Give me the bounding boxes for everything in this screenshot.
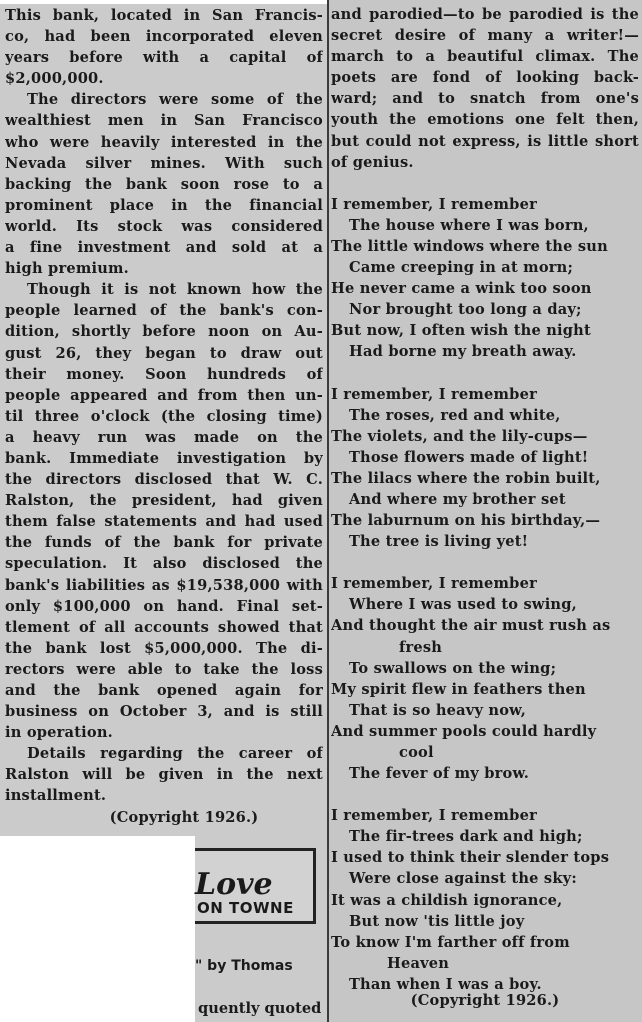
text-line: bank's liabilities as $19,538,000 with <box>5 576 323 594</box>
poem-line: I remember, I remember <box>331 385 537 403</box>
text-line: installment. <box>5 787 107 805</box>
poem-line: Nor brought too long a day; <box>349 301 582 319</box>
text-line: only $100,000 on hand. Final set- <box>5 597 323 615</box>
text-line: people learned of the bank's con- <box>5 302 323 320</box>
poem-line: I used to think their slender tops <box>331 849 610 867</box>
text-line: a fine investment and sold at a <box>5 239 323 257</box>
text-line: tlement of all accounts showed that <box>5 618 323 636</box>
text-line: til three o'clock (the closing time) <box>5 407 323 425</box>
poem-line: He never came a wink too soon <box>331 280 592 298</box>
poem-line: fresh <box>399 638 443 656</box>
poem-line: The fever of my brow. <box>349 765 530 783</box>
poem-line: The laburnum on his birthday,— <box>331 512 601 530</box>
copyright-notice: (Copyright 1926.) <box>410 992 560 1010</box>
advert-title: Love <box>195 867 273 902</box>
text-line: dition, shortly before noon on Au- <box>5 323 323 341</box>
right-column <box>331 4 639 1011</box>
text-line: $2,000,000. <box>5 70 104 88</box>
text-line: and the bank opened again for <box>5 682 323 699</box>
text-line: and parodied—to be parodied is the <box>331 6 639 23</box>
advert-byline: " by Thomas <box>195 958 293 974</box>
text-line: Ralston will be given in the next <box>5 766 323 784</box>
text-line: wealthiest men in San Francisco <box>5 112 323 130</box>
poem-line: cool <box>399 744 434 761</box>
poem-line: The roses, red and white, <box>349 406 561 424</box>
text-line: Details regarding the career of <box>27 745 323 763</box>
poem-line: The fir-trees dark and high; <box>349 828 583 846</box>
text-line: them false statements and had used <box>5 513 323 531</box>
text-line: their money. Soon hundreds of <box>5 365 323 383</box>
scan-edge <box>0 0 328 4</box>
text-line: high premium. <box>5 260 129 278</box>
text-line: the directors disclosed that W. C. <box>5 471 323 489</box>
text-line: This bank, located in San Francis- <box>5 7 323 24</box>
text-line: ward; and to snatch from one's <box>331 90 639 108</box>
poem-line: The tree is living yet! <box>349 533 529 551</box>
text-line: rectors were able to take the loss <box>5 660 323 678</box>
text-line: Ralston, the president, had given <box>5 492 323 510</box>
poem-line: And where my brother set <box>349 490 566 508</box>
poem-line: Heaven <box>387 954 450 972</box>
left-column <box>5 5 323 828</box>
poem-line: I remember, I remember <box>331 807 537 825</box>
text-line: people appeared and from then un- <box>5 386 323 404</box>
text-line: gust 26, they began to draw out <box>5 344 323 362</box>
advert-subtitle: ON TOWNE <box>197 899 294 917</box>
text-line: world. Its stock was considered <box>5 217 323 235</box>
text-line: speculation. It also disclosed the <box>5 555 323 573</box>
poem-line: Were close against the sky: <box>349 870 577 888</box>
poem-line: Those flowers made of light! <box>349 448 589 466</box>
text-line: in operation. <box>5 724 113 742</box>
poem-line: It was a childish ignorance, <box>331 891 563 909</box>
text-line: business on October 3, and is still <box>5 703 323 721</box>
poem-line: I remember, I remember <box>331 575 537 593</box>
poem-line: I remember, I remember <box>331 195 537 213</box>
text-line: backing the bank soon rose to a <box>5 175 323 193</box>
poem-line: That is so heavy now, <box>349 701 527 719</box>
text-line: poets are fond of looking back- <box>331 69 639 87</box>
text-line: prominent place in the financial <box>5 196 323 214</box>
text-line: Nevada silver mines. With such <box>5 154 323 172</box>
poem-line: And thought the air must rush as <box>331 617 611 635</box>
text-line: bank. Immediate investigation by <box>5 449 323 467</box>
text-line: who were heavily interested in the <box>5 133 323 151</box>
poem-line: Came creeping in at morn; <box>349 259 574 277</box>
text-line: but could not express, is little short <box>331 132 639 150</box>
advert-fragment: quently quoted <box>198 1000 322 1017</box>
poem-line: And summer pools could hardly <box>331 722 597 740</box>
text-line: The directors were some of the <box>27 91 323 109</box>
text-line: secret desire of many a writer!— <box>331 27 639 45</box>
text-line: a heavy run was made on the <box>5 428 323 446</box>
text-line: march to a beautiful climax. The <box>331 48 639 66</box>
poem-line: The lilacs where the robin built, <box>331 469 601 487</box>
column-rule <box>327 0 329 1022</box>
poem-line: Where I was used to swing, <box>349 596 577 614</box>
poem-line: The violets, and the lily-cups— <box>331 427 588 445</box>
text-line: youth the emotions one felt then, <box>331 111 639 129</box>
copyright-notice: (Copyright 1926.) <box>109 808 259 826</box>
poem-line: The little windows where the sun <box>331 237 608 255</box>
poem-line: Had borne my breath away. <box>349 343 577 361</box>
text-line: years before with a capital of <box>5 49 323 67</box>
text-line: of genius. <box>331 153 414 171</box>
text-line: the bank lost $5,000,000. The di- <box>5 639 323 657</box>
poem-line: But now 'tis little joy <box>349 912 525 930</box>
poem-line: My spirit flew in feathers then <box>331 680 586 698</box>
text-line: Though it is not known how the <box>27 281 323 299</box>
poem-line: The house where I was born, <box>349 216 589 234</box>
poem-line: But now, I often wish the night <box>331 322 591 340</box>
advert-box <box>195 848 316 924</box>
poem-line: Than when I was a boy. <box>349 975 542 993</box>
text-line: the funds of the bank for private <box>5 534 323 552</box>
poem-line: To know I'm farther off from <box>331 933 570 951</box>
poem-line: To swallows on the wing; <box>349 659 557 677</box>
text-line: co, had been incorporated eleven <box>5 28 323 46</box>
